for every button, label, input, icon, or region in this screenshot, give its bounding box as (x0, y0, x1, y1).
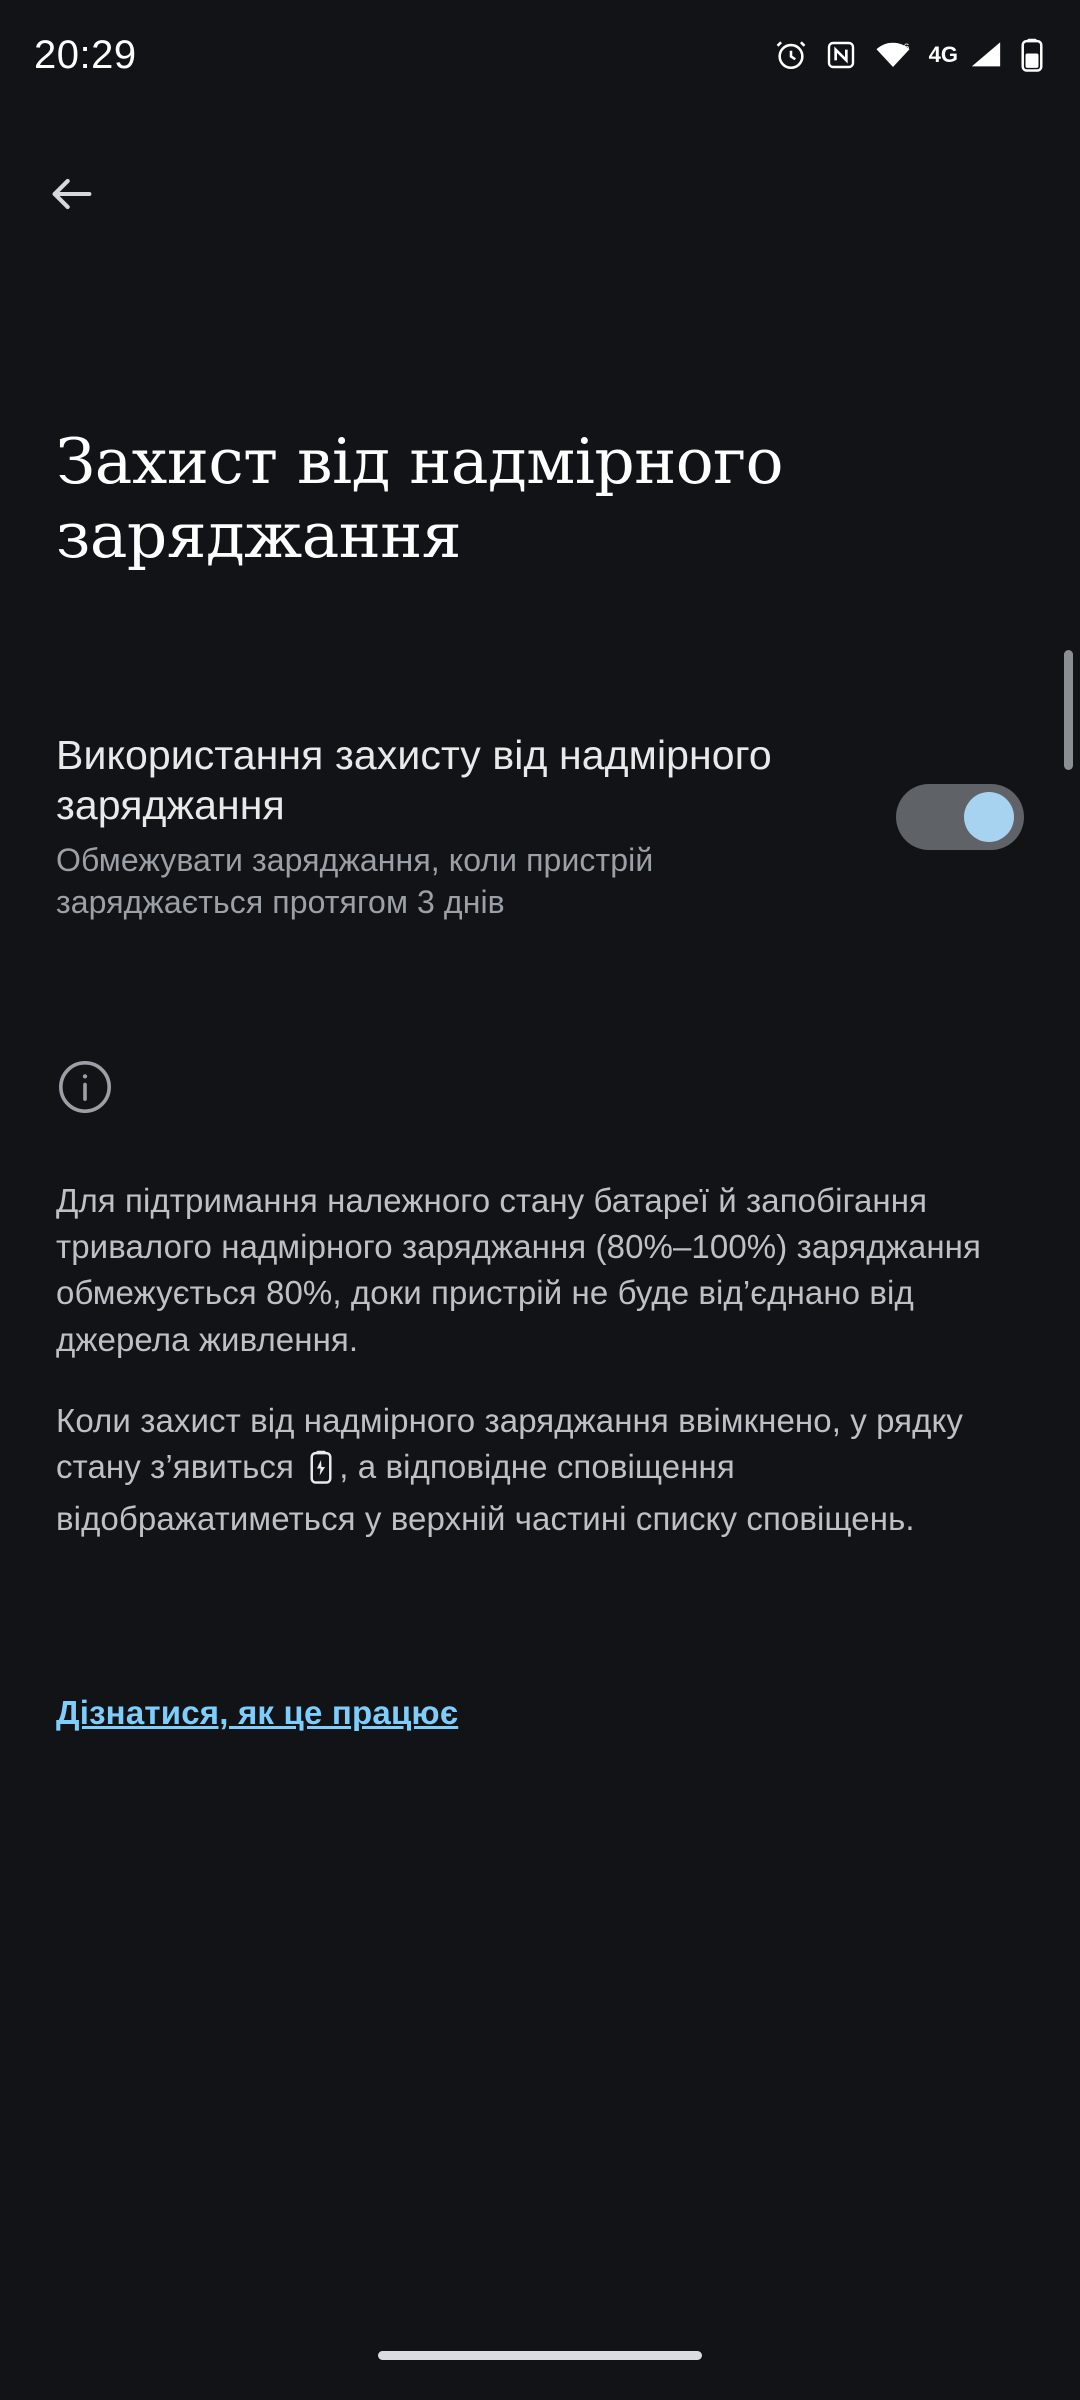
back-button[interactable] (24, 148, 120, 244)
info-paragraph-1: Для підтримання належного стану батареї й запобігання тривалого надмірного заряджання (80%–100%) заряджання обмежується 80%, доки пристрій не буде від’єднано від джерела живлення. (56, 1182, 981, 1358)
back-arrow-icon (46, 168, 98, 225)
battery-icon (1020, 38, 1044, 72)
overcharge-protection-switch[interactable] (896, 784, 1024, 850)
gesture-nav-handle[interactable] (378, 2351, 702, 2360)
battery-protect-inline-icon (307, 1450, 335, 1496)
svg-text:6: 6 (903, 41, 909, 54)
info-paragraph-2 (56, 1398, 1036, 1543)
info-description (56, 1178, 1036, 1542)
nfc-icon (825, 39, 857, 71)
overcharge-protection-row[interactable] (0, 730, 1080, 924)
cellular-signal-icon (969, 40, 1003, 70)
page-title: Захист від надмірного заряджання (56, 425, 784, 573)
switch-knob (964, 792, 1014, 842)
toggle-text-block (56, 730, 896, 924)
wifi-icon (874, 40, 912, 70)
status-icon-group (774, 38, 1044, 72)
info-paragraph-2-part-2: , а відповідне сповіщення відображатиметься у верхній частині списку сповіщень. (56, 1447, 915, 1538)
info-paragraph-2-part-1: Коли захист від надмірного заряджання ввімкнено, у рядку стану з’явиться (56, 1401, 964, 1485)
status-clock: 20:29 (34, 32, 137, 77)
toggle-title: Використання захисту від надмірного заряджання (56, 732, 772, 829)
status-bar (0, 0, 1080, 110)
mobile-network-label: 4G (928, 42, 958, 67)
alarm-icon (774, 38, 808, 72)
learn-how-it-works-link[interactable]: Дізнатися, як це працює (56, 1694, 459, 1731)
info-circle-icon (56, 1058, 114, 1116)
toggle-subtitle: Обмежувати заряджання, коли пристрій заряджається протягом 3 днів (56, 842, 654, 921)
